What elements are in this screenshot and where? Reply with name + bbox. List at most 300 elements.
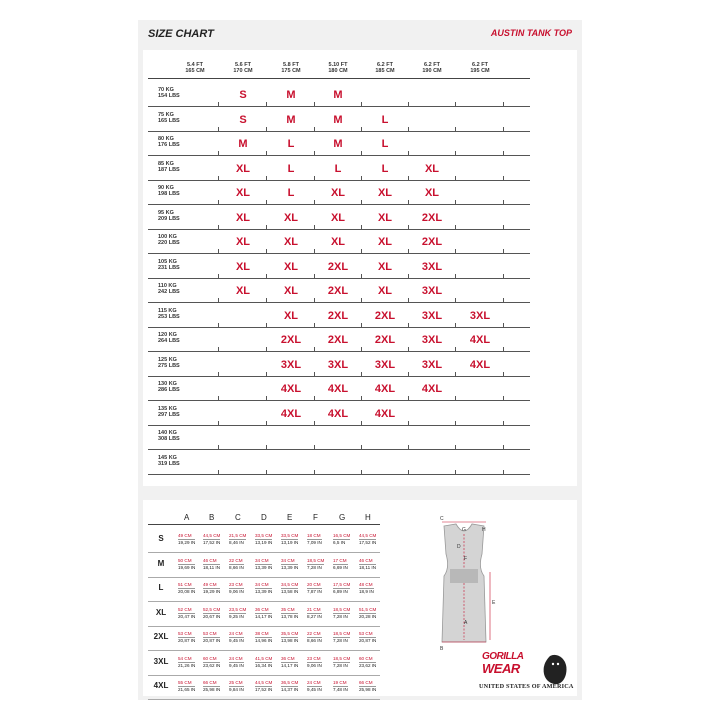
- measurement-cm: 34 CM: [281, 557, 295, 563]
- weight-lbs: 319 LBS: [158, 460, 180, 467]
- weight-kg: 125 KG: [158, 356, 177, 363]
- measurement-cm: 21 CM: [307, 606, 321, 612]
- column-tick: [455, 298, 456, 303]
- measurement-cell: [255, 680, 272, 693]
- measurement-cell: [307, 656, 322, 669]
- measurement-cell: [203, 631, 220, 644]
- measurement-header-divider: [148, 524, 380, 525]
- recommended-size: 2XL: [374, 334, 396, 346]
- measurement-cell: [229, 680, 244, 693]
- column-tick: [503, 200, 504, 205]
- weight-row: [148, 328, 530, 352]
- measurement-cell: [333, 680, 348, 693]
- measurement-in: 7,28 IN: [307, 564, 324, 571]
- row-divider: [148, 699, 380, 700]
- measurement-cm: 22 CM: [229, 557, 243, 563]
- weight-row: [148, 157, 530, 181]
- weight-kg: 135 KG: [158, 405, 177, 412]
- measurement-in: 20,67 IN: [203, 613, 221, 619]
- size-label: 2XL: [153, 632, 169, 641]
- diagram-label: E: [492, 600, 496, 606]
- measurement-cm: 53 CM: [359, 631, 373, 636]
- measurement-in: 20,87 IN: [359, 638, 377, 643]
- measurement-cell: [333, 607, 350, 620]
- measurement-cm: 36 CM: [281, 655, 295, 661]
- recommended-size: 2XL: [374, 309, 396, 322]
- logo-print: [450, 569, 478, 583]
- weight-label: [158, 332, 180, 344]
- measurement-cm: 34 CM: [255, 557, 269, 563]
- measurement-in: 20,08 IN: [178, 589, 196, 594]
- column-tick: [503, 274, 504, 279]
- weight-kg: 145 KG: [158, 454, 177, 461]
- column-tick: [218, 151, 219, 156]
- column-tick: [361, 421, 362, 426]
- weight-row: [148, 451, 530, 475]
- weight-lbs: 297 LBS: [158, 411, 180, 418]
- measurement-row: [148, 676, 380, 700]
- column-tick: [266, 274, 267, 279]
- column-tick: [314, 225, 315, 230]
- measurement-cm: 16,5 CM: [333, 533, 351, 538]
- measurement-in: 14,17 IN: [281, 662, 299, 668]
- header-divider: [148, 78, 530, 79]
- recommended-size: L: [381, 138, 389, 150]
- recommended-size: 3XL: [280, 358, 302, 371]
- measurement-in: 9,45 IN: [229, 638, 244, 643]
- measurement-cm: 35,5 CM: [281, 631, 299, 636]
- recommended-size: M: [333, 113, 343, 126]
- column-tick: [314, 127, 315, 132]
- measurement-cm: 44,5 CM: [255, 680, 273, 685]
- diagram-label: G: [462, 527, 466, 533]
- height-cm: 190 CM: [422, 68, 442, 74]
- measurement-cm: 53 CM: [203, 631, 217, 636]
- measurement-cell: [281, 656, 298, 669]
- column-tick: [455, 396, 456, 401]
- measurement-cell: [333, 558, 348, 571]
- column-tick: [503, 421, 504, 426]
- measurement-in: 8,46 IN: [229, 539, 246, 546]
- measurement-cell: [178, 582, 195, 595]
- recommended-size: XL: [235, 187, 251, 199]
- recommended-size: 4XL: [280, 383, 302, 395]
- measurement-in: 7,28 IN: [333, 613, 350, 620]
- column-tick: [408, 470, 409, 475]
- measurement-cm: 46 CM: [359, 557, 373, 563]
- weight-label: [158, 161, 180, 173]
- column-tick: [503, 102, 504, 107]
- measurement-in: 19,69 IN: [178, 564, 196, 570]
- measurement-cm: 25 CM: [229, 680, 243, 685]
- column-tick: [503, 127, 504, 132]
- column-tick: [455, 200, 456, 205]
- column-tick: [314, 421, 315, 426]
- measurement-cell: [359, 656, 376, 669]
- measurement-in: 18,11 IN: [203, 564, 221, 570]
- column-tick: [314, 470, 315, 475]
- measurement-in: 19,29 IN: [178, 540, 196, 545]
- weight-lbs: 231 LBS: [158, 264, 180, 271]
- measurement-column-header: B: [209, 513, 215, 522]
- tank-top-diagram: [412, 514, 512, 654]
- measurement-cm: 52 CM: [178, 606, 192, 612]
- column-tick: [218, 372, 219, 377]
- measurement-cm: 53 CM: [178, 631, 192, 636]
- weight-lbs: 286 LBS: [158, 387, 180, 393]
- column-tick: [266, 372, 267, 377]
- column-tick: [218, 396, 219, 401]
- column-tick: [455, 347, 456, 352]
- weight-label: [158, 406, 180, 418]
- brand-logo-text: [482, 652, 524, 675]
- weight-row: [148, 230, 530, 254]
- weight-label: [158, 308, 180, 320]
- measurement-cell: [307, 533, 322, 546]
- measurement-in: 20,28 IN: [359, 613, 377, 619]
- measurement-cell: [255, 631, 272, 644]
- measurement-in: 8,66 IN: [307, 638, 322, 643]
- weight-kg: 140 KG: [158, 430, 177, 436]
- column-tick: [266, 200, 267, 205]
- column-tick: [455, 445, 456, 450]
- column-tick: [361, 249, 362, 254]
- measurement-cm: 60 CM: [359, 655, 373, 661]
- measurement-in: 23,62 IN: [203, 662, 221, 668]
- measurement-cm: 18,5 CM: [333, 655, 351, 661]
- measurement-cm: 18 CM: [307, 533, 321, 538]
- column-tick: [218, 127, 219, 132]
- weight-kg: 100 KG: [158, 234, 177, 240]
- recommended-size: 3XL: [374, 358, 396, 371]
- recommended-size: XL: [330, 187, 346, 199]
- column-tick: [266, 225, 267, 230]
- recommended-size: XL: [235, 162, 251, 175]
- measurement-cell: [333, 533, 350, 546]
- recommended-size: XL: [377, 187, 393, 199]
- column-tick: [503, 249, 504, 254]
- measurement-in: 9,45 IN: [307, 687, 322, 692]
- measurement-cell: [178, 533, 195, 546]
- measurement-in: 13,58 IN: [281, 589, 299, 594]
- weight-label: [158, 210, 180, 222]
- column-tick: [218, 470, 219, 475]
- recommended-size: 3XL: [421, 260, 443, 273]
- recommended-size: XL: [283, 211, 299, 224]
- diagram-label: H: [482, 527, 486, 533]
- recommended-size: XL: [377, 285, 393, 297]
- measurement-in: 7,48 IN: [333, 687, 348, 692]
- column-tick: [266, 421, 267, 426]
- measurement-cell: [281, 582, 298, 595]
- measurement-in: 7,87 IN: [307, 589, 322, 594]
- recommended-size: XL: [235, 211, 251, 224]
- measurement-row: [148, 603, 380, 627]
- column-tick: [408, 372, 409, 377]
- measurement-in: 9,45 IN: [229, 662, 244, 668]
- column-tick: [361, 445, 362, 450]
- column-tick: [503, 225, 504, 230]
- measurement-cm: 21,5 CM: [229, 533, 247, 538]
- measurement-cm: 33,5 CM: [281, 533, 299, 538]
- weight-label: [158, 283, 180, 295]
- recommended-size: XL: [377, 236, 393, 248]
- column-tick: [218, 445, 219, 450]
- measurement-cm: 66 CM: [359, 680, 373, 685]
- measurement-in: 20,87 IN: [178, 638, 196, 643]
- measurement-in: 13,98 IN: [281, 638, 299, 643]
- column-tick: [361, 323, 362, 328]
- column-tick: [314, 249, 315, 254]
- column-tick: [503, 470, 504, 475]
- brand-country: UNITED STATES OF AMERICA: [479, 683, 574, 690]
- measurement-cell: [255, 656, 272, 669]
- recommended-size: M: [333, 89, 343, 101]
- size-label: S: [158, 534, 164, 543]
- column-tick: [218, 102, 219, 107]
- recommended-size: M: [286, 113, 296, 126]
- column-tick: [314, 323, 315, 328]
- weight-label: [158, 234, 180, 246]
- column-tick: [408, 151, 409, 156]
- measurement-cm: 36 CM: [255, 606, 269, 612]
- recommended-size: 3XL: [421, 358, 443, 371]
- measurement-cell: [229, 582, 244, 595]
- weight-lbs: 308 LBS: [158, 436, 180, 442]
- measurement-cell: [359, 533, 376, 546]
- recommended-size: L: [287, 187, 295, 199]
- weight-kg: 95 KG: [158, 209, 174, 216]
- height-header: [315, 62, 361, 74]
- measurement-cm: 22 CM: [307, 631, 321, 636]
- size-label: 4XL: [153, 681, 169, 690]
- measurement-cell: [307, 680, 322, 693]
- size-label: XL: [155, 607, 167, 617]
- measurement-in: 9,06 IN: [229, 589, 244, 594]
- column-tick: [408, 127, 409, 132]
- column-tick: [408, 200, 409, 205]
- measurement-in: 14,17 IN: [255, 613, 273, 619]
- height-header: [268, 62, 314, 74]
- measurement-in: 13,78 IN: [281, 613, 299, 619]
- measurement-in: 7,28 IN: [333, 637, 350, 644]
- weight-row: [148, 206, 530, 230]
- measurement-cell: [255, 558, 272, 571]
- measurement-in: 17,52 IN: [203, 540, 221, 545]
- recommended-size: 2XL: [421, 236, 443, 248]
- recommended-size: 3XL: [469, 309, 491, 322]
- column-tick: [408, 249, 409, 254]
- height-ft: 6.2 FT: [472, 62, 488, 68]
- measurement-cell: [359, 680, 376, 693]
- measurement-in: 13,19 IN: [281, 540, 299, 545]
- measurement-cm: 44,5 CM: [359, 533, 377, 538]
- measurement-in: 25,98 IN: [203, 687, 221, 692]
- column-tick: [361, 151, 362, 156]
- diagram-label: D: [457, 544, 461, 550]
- column-tick: [361, 470, 362, 475]
- measurement-in: 7,28 IN: [333, 662, 350, 669]
- column-tick: [218, 298, 219, 303]
- measurement-cm: 35 CM: [281, 606, 295, 612]
- recommended-size: 2XL: [327, 260, 349, 273]
- column-tick: [314, 396, 315, 401]
- column-tick: [218, 176, 219, 181]
- recommended-size: XL: [377, 260, 393, 273]
- measurement-row: [148, 554, 380, 578]
- height-ft: 6.2 FT: [377, 62, 393, 68]
- column-tick: [314, 274, 315, 279]
- height-ft: 5.10 FT: [328, 62, 348, 68]
- measurement-cm: 17 CM: [333, 557, 347, 563]
- recommended-size: 2XL: [327, 334, 349, 346]
- height-ft: 6.2 FT: [424, 62, 440, 68]
- gorilla-icon: [544, 655, 567, 684]
- column-tick: [361, 396, 362, 401]
- measurement-in: 23,62 IN: [359, 662, 377, 668]
- measurement-cm: 41,5 CM: [255, 655, 273, 661]
- weight-label: [158, 259, 180, 271]
- recommended-size: S: [239, 113, 247, 126]
- column-tick: [408, 274, 409, 279]
- column-tick: [218, 323, 219, 328]
- page-title: SIZE CHART: [148, 28, 214, 40]
- measurement-cell: [229, 558, 244, 571]
- measurement-in: 13,39 IN: [255, 564, 273, 570]
- column-tick: [455, 127, 456, 132]
- weight-lbs: 176 LBS: [158, 142, 180, 148]
- recommended-size: 2XL: [421, 211, 443, 224]
- column-tick: [503, 347, 504, 352]
- measurement-cm: 34,5 CM: [281, 582, 299, 587]
- measurement-in: 21,65 IN: [178, 687, 196, 692]
- diagram-label: A: [464, 620, 468, 626]
- measurement-in: 17,52 IN: [255, 687, 273, 692]
- height-cm: 195 CM: [470, 68, 490, 74]
- column-tick: [455, 249, 456, 254]
- column-tick: [455, 225, 456, 230]
- measurement-cm: 46 CM: [203, 557, 217, 563]
- measurement-cm: 38 CM: [255, 631, 269, 636]
- weight-label: [158, 430, 180, 442]
- measurement-in: 16,34 IN: [255, 662, 273, 668]
- recommended-size: 3XL: [421, 334, 443, 346]
- weight-lbs: 209 LBS: [158, 215, 180, 222]
- measurement-cm: 18,5 CM: [333, 631, 351, 636]
- weight-row: [148, 402, 530, 426]
- height-cm: 175 CM: [281, 68, 301, 74]
- column-tick: [503, 445, 504, 450]
- height-cm: 180 CM: [328, 68, 348, 74]
- measurement-cell: [281, 680, 298, 693]
- recommended-size: 4XL: [374, 383, 396, 395]
- size-label: 3XL: [153, 656, 169, 666]
- height-header: [362, 62, 408, 74]
- measurement-in: 6,5 IN: [333, 539, 350, 546]
- weight-row: [148, 255, 530, 279]
- weight-lbs: 187 LBS: [158, 166, 180, 173]
- column-tick: [361, 127, 362, 132]
- column-tick: [408, 225, 409, 230]
- measurement-cell: [281, 631, 298, 644]
- recommended-size: L: [381, 162, 389, 175]
- column-tick: [314, 200, 315, 205]
- column-tick: [455, 151, 456, 156]
- weight-kg: 130 KG: [158, 381, 177, 387]
- measurement-cell: [359, 631, 376, 644]
- weight-label: [158, 112, 180, 124]
- weight-kg: 90 KG: [158, 185, 174, 191]
- recommended-size: M: [333, 138, 343, 150]
- column-tick: [314, 176, 315, 181]
- weight-row: [148, 132, 530, 156]
- measurement-cell: [203, 680, 220, 693]
- column-tick: [361, 298, 362, 303]
- recommended-size: 4XL: [421, 383, 443, 395]
- measurement-column-header: A: [184, 513, 190, 522]
- column-tick: [361, 200, 362, 205]
- recommended-size: XL: [377, 211, 393, 224]
- column-tick: [314, 347, 315, 352]
- column-tick: [218, 249, 219, 254]
- measurement-cm: 51 CM: [178, 582, 192, 587]
- recommended-size: M: [286, 89, 296, 101]
- weight-kg: 70 KG: [158, 87, 174, 93]
- measurement-cell: [178, 631, 195, 644]
- measurement-cell: [229, 631, 244, 644]
- weight-row: [148, 426, 530, 450]
- column-tick: [503, 323, 504, 328]
- measurement-cell: [307, 607, 322, 620]
- measurement-in: 7,09 IN: [307, 540, 322, 545]
- weight-label: [158, 136, 180, 148]
- measurement-cm: 18,5 CM: [333, 606, 351, 612]
- measurement-in: 9,84 IN: [229, 687, 244, 692]
- measurement-cell: [359, 582, 374, 595]
- recommended-size: 2XL: [327, 309, 349, 322]
- measurement-cm: 24 CM: [307, 680, 321, 685]
- measurement-cell: [203, 607, 220, 620]
- recommended-size: XL: [283, 285, 299, 297]
- recommended-size: 4XL: [469, 334, 491, 346]
- measurement-in: 18,11 IN: [359, 564, 377, 570]
- column-tick: [218, 421, 219, 426]
- column-tick: [361, 102, 362, 107]
- measurement-in: 6,69 IN: [333, 564, 348, 570]
- measurement-cm: 34 CM: [255, 582, 269, 587]
- measurement-cell: [333, 582, 350, 595]
- measurement-cell: [229, 656, 244, 669]
- column-tick: [455, 323, 456, 328]
- size-label: M: [157, 558, 165, 568]
- height-ft: 5.8 FT: [283, 62, 299, 68]
- measurement-cell: [203, 558, 220, 571]
- recommended-size: 3XL: [327, 358, 349, 371]
- measurement-cell: [333, 656, 350, 669]
- measurement-in: 21,26 IN: [178, 662, 196, 668]
- measurement-cell: [255, 533, 272, 546]
- recommended-size: 2XL: [280, 334, 302, 346]
- height-cm: 165 CM: [185, 68, 205, 74]
- measurement-cm: 23,5 CM: [229, 606, 247, 612]
- measurement-cell: [307, 558, 324, 571]
- weight-label: [158, 87, 180, 99]
- column-tick: [266, 347, 267, 352]
- recommended-size: XL: [235, 285, 251, 297]
- measurement-in: 8,27 IN: [307, 613, 322, 619]
- column-tick: [266, 151, 267, 156]
- measurement-column-header: C: [235, 513, 241, 522]
